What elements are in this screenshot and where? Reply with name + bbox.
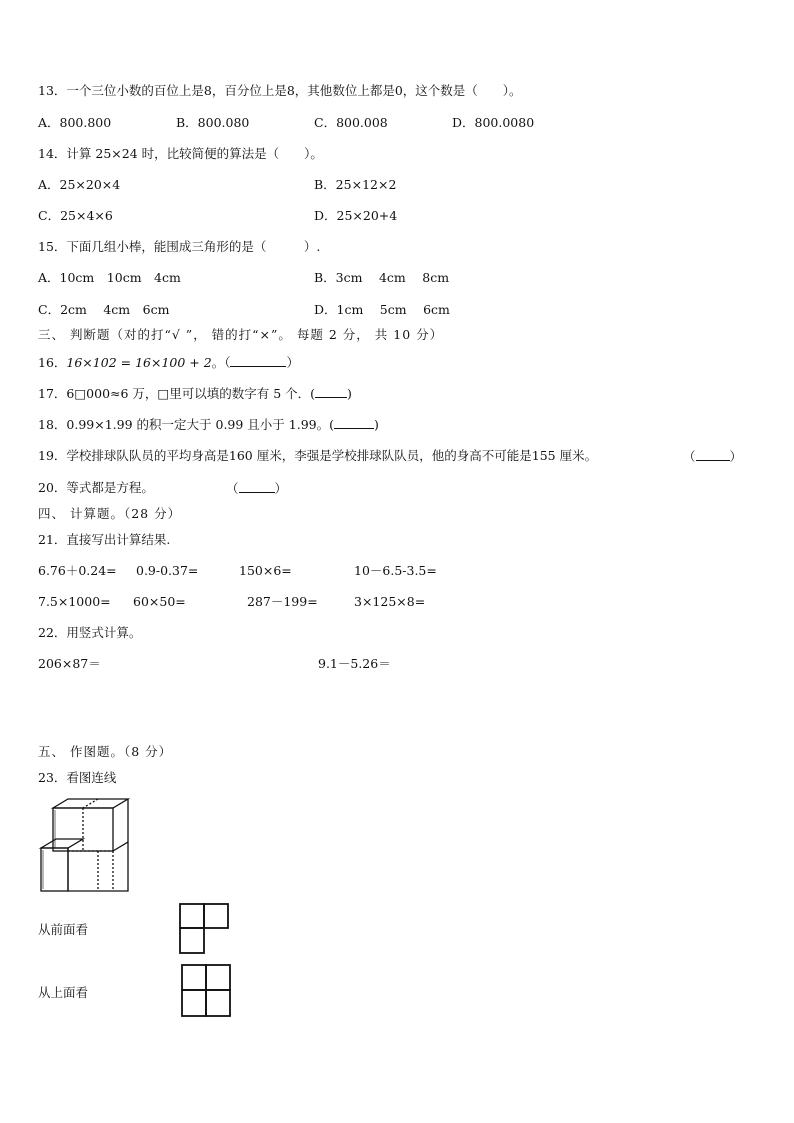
q15-option-b: B．3cm 4cm 8cm (314, 270, 450, 285)
q18-line (38, 416, 379, 433)
q13-stem: 13．一个三位小数的百位上是8，百分位上是8，其他数位上都是0，这个数是（ ）。 (38, 83, 522, 98)
q18-text: 18．0.99×1.99 的积一定大于 0.99 且小于 1.99。( (38, 417, 334, 432)
q13-option-b: B．800.080 (176, 115, 250, 130)
q23-stem: 23．看图连线 (38, 770, 117, 785)
q23-label-front: 从前面看 (38, 922, 89, 937)
q13-option-c: C．800.008 (314, 115, 388, 130)
q21-expr-1: 6.76＋0.24= (38, 563, 117, 578)
q17-paren-close: ) (347, 386, 352, 401)
q18-answer-blank[interactable] (334, 416, 374, 429)
q14-option-a: A．25×20×4 (38, 177, 121, 192)
q20-answer-blank[interactable] (239, 480, 275, 493)
q14-stem: 14．计算 25×24 时，比较简便的算法是（ ）。 (38, 146, 323, 161)
q22-item-2: 9.1－5.26＝ (318, 656, 391, 671)
section-3-title: 三、 判断题（对的打“√ ”， 错的打“×”。 每题 2 分， 共 10 分） (38, 327, 444, 342)
q13-option-a: A．800.800 (38, 115, 112, 130)
q19-answer-blank[interactable] (696, 448, 730, 461)
q21-expr-2: 0.9-0.37= (136, 563, 199, 578)
q21-expr-8: 3×125×8= (354, 594, 426, 609)
q21-expr-4: 10－6.5-3.5= (354, 563, 437, 578)
q16-number: 16． (38, 355, 67, 370)
front-view-figure (178, 902, 230, 956)
q21-expr-3: 150×6= (239, 563, 292, 578)
q21-expr-5: 7.5×1000= (38, 594, 111, 609)
q20-paren (226, 480, 287, 497)
q16-answer-blank[interactable] (230, 354, 286, 367)
q22-item-1: 206×87＝ (38, 656, 101, 671)
q15-option-a: A．10cm 10cm 4cm (38, 270, 181, 285)
q19-paren-open: （ (683, 449, 696, 464)
q17-answer-blank[interactable] (315, 385, 347, 398)
q19-paren (683, 448, 742, 465)
q21-expr-7: 287－199= (247, 594, 318, 609)
section-4-title: 四、 计算题。（28 分） (38, 506, 182, 521)
q17-text: 17．6□000≈6 万，□里可以填的数字有 5 个．( (38, 386, 316, 401)
q16-line (38, 354, 299, 371)
q13-option-d: D．800.0080 (452, 115, 535, 130)
q16-expression: 16×102 = 16×100 + 2 (66, 355, 212, 370)
top-view-figure (180, 963, 232, 1019)
q16-paren-open: 。（ (211, 355, 231, 370)
q15-option-d: D．1cm 5cm 6cm (314, 302, 450, 317)
q15-stem: 15．下面几组小棒，能围成三角形的是（ ）. (38, 239, 321, 254)
q15-option-c: C．2cm 4cm 6cm (38, 302, 170, 317)
q14-option-b: B．25×12×2 (314, 177, 397, 192)
q19-paren-close: ） (729, 449, 743, 464)
q17-line (38, 385, 352, 402)
cube-stack-figure (36, 796, 136, 896)
q20-text: 20．等式都是方程。 (38, 480, 154, 495)
q21-expr-6: 60×50= (133, 594, 186, 609)
q14-option-c: C．25×4×6 (38, 208, 113, 223)
q14-option-d: D．25×20+4 (314, 208, 398, 223)
q20-paren-close: ） (274, 481, 288, 496)
q16-paren-close: ） (286, 355, 299, 370)
section-5-title: 五、 作图题。（8 分） (38, 744, 173, 759)
q20-paren-open: （ (226, 481, 239, 496)
q19-text: 19．学校排球队队员的平均身高是160 厘米，李强是学校排球队队员，他的身高不可能是155 厘米。 (38, 448, 598, 463)
q22-stem: 22．用竖式计算。 (38, 625, 142, 640)
q18-paren-close: ) (373, 417, 379, 432)
q21-stem: 21．直接写出计算结果. (38, 532, 171, 547)
q23-label-top: 从上面看 (38, 985, 89, 1000)
